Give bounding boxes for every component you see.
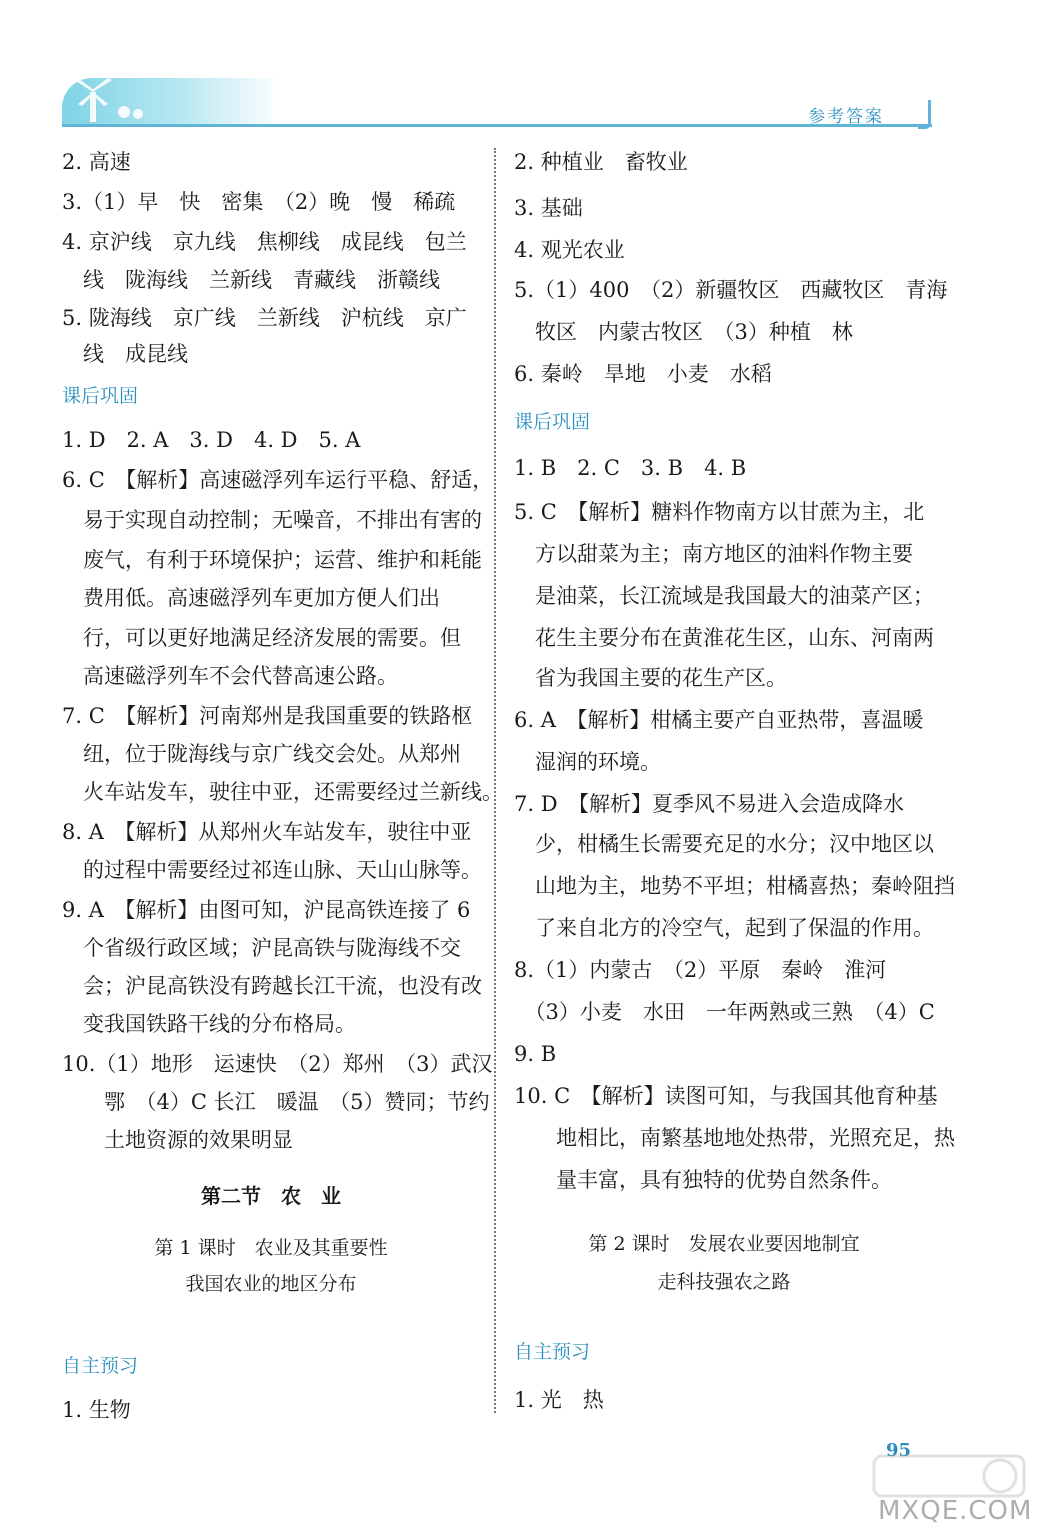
page-number: 95 xyxy=(886,1440,912,1461)
lesson-title: 第 2 课时 发展农业要因地制宜 xyxy=(588,1233,860,1255)
section-heading: 课后巩固 xyxy=(514,411,591,433)
answer-line: 的过程中需要经过祁连山脉、天山山脉等。 xyxy=(62,858,482,882)
answer-line: 6. A 【解析】柑橘主要产自亚热带，喜温暖 xyxy=(514,708,924,732)
answer-line: 6. C 【解析】高速磁浮列车运行平稳、舒适， xyxy=(62,468,494,492)
watermark-text: MXQE.COM xyxy=(878,1496,1033,1526)
answer-line: 3.（1）早 快 密集 （2）晚 慢 稀疏 xyxy=(62,190,456,214)
answer-line: 高速磁浮列车不会代替高速公路。 xyxy=(62,664,398,688)
answer-line: 是油菜，长江流域是我国最大的油菜产区； xyxy=(514,584,934,608)
header-tag: 参考答案 xyxy=(808,107,884,127)
answer-line: 变我国铁路干线的分布格局。 xyxy=(62,1012,356,1036)
answer-line: 地相比，南繁基地地处热带，光照充足，热 xyxy=(514,1126,955,1150)
answer-line: 易于实现自动控制；无噪音，不排出有害的 xyxy=(62,508,482,532)
answer-line: 线 成昆线 xyxy=(62,342,188,366)
answer-line: 牧区 内蒙古牧区 （3）种植 林 xyxy=(514,320,853,344)
lesson-title: 第二节 农 业 xyxy=(201,1184,341,1208)
answer-line: 6. 秦岭 旱地 小麦 水稻 xyxy=(514,362,772,386)
answer-line: 鄂 （4）C 长江 暖温 （5）赞同；节约 xyxy=(62,1090,490,1114)
windmill-icon xyxy=(62,78,152,126)
answer-line: （3）小麦 水田 一年两熟或三熟 （4）C xyxy=(514,1000,935,1024)
answer-line: 行，可以更好地满足经济发展的需要。但 xyxy=(62,626,461,650)
section-heading: 自主预习 xyxy=(514,1341,591,1363)
answer-line: 5. C 【解析】糖料作物南方以甘蔗为主，北 xyxy=(514,500,925,524)
answer-line: 10.（1）地形 运速快 （2）郑州 （3）武汉 xyxy=(62,1052,493,1076)
answer-line: 量丰富，具有独特的优势自然条件。 xyxy=(514,1168,892,1192)
answer-line: 废气，有利于环境保护；运营、维护和耗能 xyxy=(62,548,482,572)
answer-line: 5. 陇海线 京广线 兰新线 沪杭线 京广 xyxy=(62,306,467,330)
answer-line: 少，柑橘生长需要充足的水分；汉中地区以 xyxy=(514,832,934,856)
header-tag-bracket xyxy=(918,100,931,129)
answer-line: 纽，位于陇海线与京广线交会处。从郑州 xyxy=(62,742,461,766)
answer-line: 10. C 【解析】读图可知，与我国其他育种基 xyxy=(514,1084,938,1108)
answer-line: 线 陇海线 兰新线 青藏线 浙赣线 xyxy=(62,268,440,292)
lesson-title: 我国农业的地区分布 xyxy=(185,1273,357,1295)
answer-line: 7. C 【解析】河南郑州是我国重要的铁路枢 xyxy=(62,704,473,728)
lesson-title: 走科技强农之路 xyxy=(657,1271,791,1293)
answer-line: 方以甜菜为主；南方地区的油料作物主要 xyxy=(514,542,913,566)
answer-line: 费用低。高速磁浮列车更加方便人们出 xyxy=(62,586,440,610)
answer-line: 了来自北方的冷空气，起到了保温的作用。 xyxy=(514,916,934,940)
answer-line: 8. A 【解析】从郑州火车站发车，驶往中亚 xyxy=(62,820,472,844)
answer-line: 2. 种植业 畜牧业 xyxy=(514,150,688,174)
answer-line: 1. D 2. A 3. D 4. D 5. A xyxy=(62,428,361,452)
answer-line: 2. 高速 xyxy=(62,150,131,174)
lesson-title: 第 1 课时 农业及其重要性 xyxy=(154,1237,388,1259)
answer-line: 花生主要分布在黄淮花生区，山东、河南两 xyxy=(514,626,934,650)
answer-line: 9. B xyxy=(514,1042,557,1066)
answer-line: 会；沪昆高铁没有跨越长江干流，也没有改 xyxy=(62,974,482,998)
answer-line: 湿润的环境。 xyxy=(514,750,661,774)
answer-line: 1. 生物 xyxy=(62,1398,131,1422)
answer-line: 5.（1）400 （2）新疆牧区 西藏牧区 青海 xyxy=(514,278,948,302)
answer-line: 7. D 【解析】夏季风不易进入会造成降水 xyxy=(514,792,905,816)
answer-line: 1. 光 热 xyxy=(514,1388,604,1412)
answer-line: 4. 京沪线 京九线 焦柳线 成昆线 包兰 xyxy=(62,230,467,254)
section-heading: 自主预习 xyxy=(62,1355,139,1377)
answer-line: 8.（1）内蒙古 （2）平原 秦岭 淮河 xyxy=(514,958,887,982)
answer-line: 4. 观光农业 xyxy=(514,238,625,262)
answer-line: 3. 基础 xyxy=(514,196,583,220)
page-header xyxy=(0,0,1047,140)
answer-line: 省为我国主要的花生产区。 xyxy=(514,666,787,690)
answer-line: 个省级行政区域；沪昆高铁与陇海线不交 xyxy=(62,936,461,960)
header-banner xyxy=(62,78,282,126)
header-rule xyxy=(62,124,932,127)
answer-line: 9. A 【解析】由图可知，沪昆高铁连接了 6 xyxy=(62,898,471,922)
answer-line: 火车站发车，驶往中亚，还需要经过兰新线。 xyxy=(62,780,503,804)
answer-line: 1. B 2. C 3. B 4. B xyxy=(514,456,747,480)
section-heading: 课后巩固 xyxy=(62,385,139,407)
answer-line: 山地为主，地势不平坦；柑橘喜热；秦岭阻挡 xyxy=(514,874,955,898)
answer-line: 土地资源的效果明显 xyxy=(62,1128,293,1152)
